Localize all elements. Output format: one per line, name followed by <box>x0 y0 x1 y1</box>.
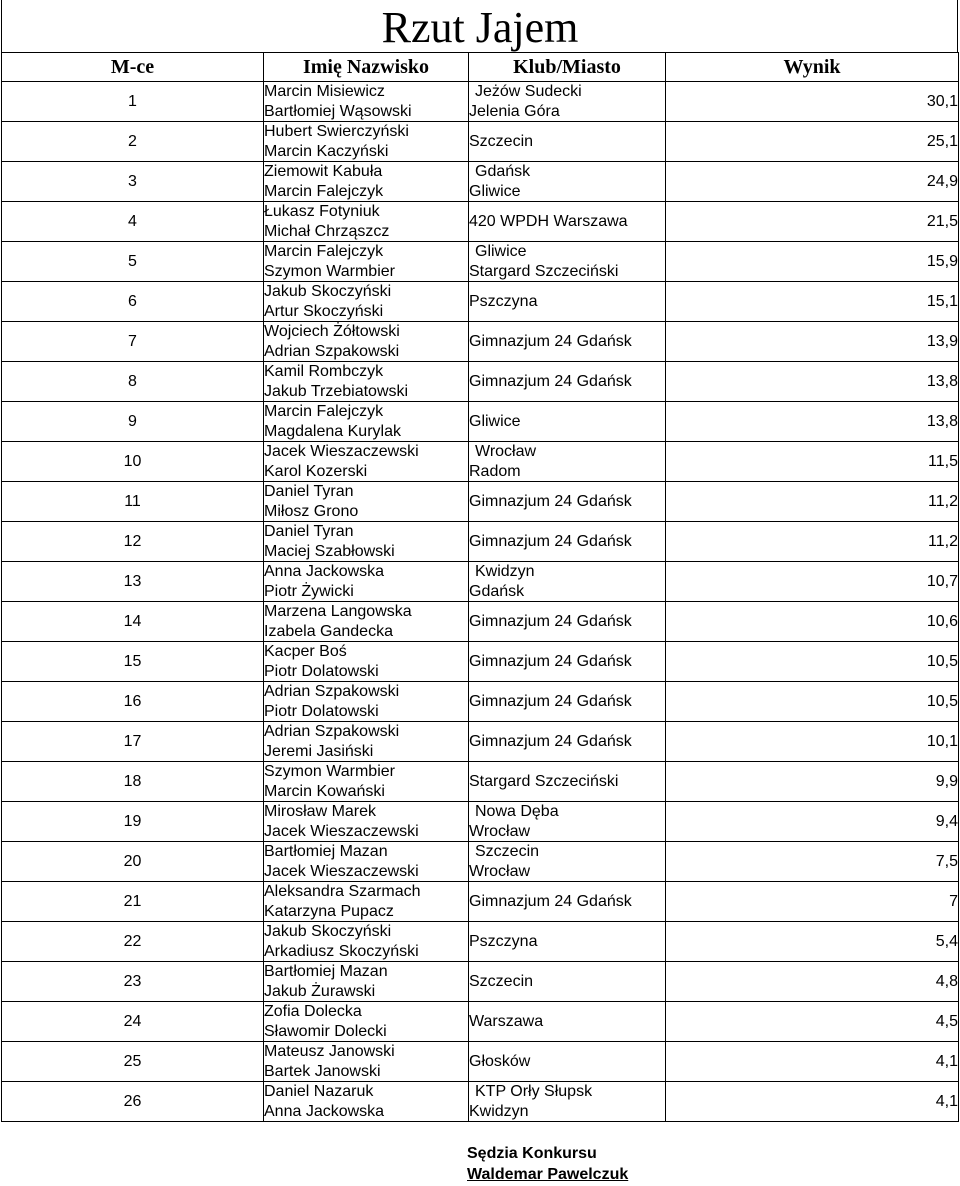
club-name: Gliwice <box>469 182 521 200</box>
club-name: Kwidzyn <box>469 1102 529 1120</box>
club-name: Szczecin <box>475 842 540 860</box>
table-row <box>2 842 959 882</box>
names-cell <box>264 602 469 642</box>
table-row <box>2 82 959 122</box>
club-cell <box>469 682 666 722</box>
result-cell: 30,1 <box>666 82 959 122</box>
result-cell: 15,1 <box>666 282 959 322</box>
results-body <box>2 82 959 1122</box>
place-cell: 13 <box>2 562 264 602</box>
club-cell <box>469 122 666 162</box>
participant-name: Maciej Szabłowski <box>264 542 395 560</box>
names-cell <box>264 762 469 802</box>
club-name: Szczecin <box>469 972 534 990</box>
club-name: Wrocław <box>475 442 537 460</box>
table-row <box>2 882 959 922</box>
place-cell: 24 <box>2 1002 264 1042</box>
names-cell <box>264 802 469 842</box>
result-cell: 21,5 <box>666 202 959 242</box>
results-table <box>1 52 959 1122</box>
club-cell <box>469 842 666 882</box>
names-cell <box>264 562 469 602</box>
club-name: Gimnazjum 24 Gdańsk <box>469 332 632 350</box>
names-cell <box>264 202 469 242</box>
names-cell <box>264 82 469 122</box>
result-cell: 15,9 <box>666 242 959 282</box>
participant-name: Daniel Nazaruk <box>264 1082 374 1100</box>
participant-name: Daniel Tyran <box>264 482 354 500</box>
names-cell <box>264 922 469 962</box>
club-name: Gimnazjum 24 Gdańsk <box>469 892 632 910</box>
place-cell: 8 <box>2 362 264 402</box>
club-name: Gliwice <box>469 412 521 430</box>
participant-name: Karol Kozerski <box>264 462 368 480</box>
participant-name: Jakub Żurawski <box>264 982 376 1000</box>
participant-name: Adrian Szpakowski <box>264 342 400 360</box>
participant-name: Łukasz Fotyniuk <box>264 202 380 220</box>
club-name: 420 WPDH Warszawa <box>469 212 628 230</box>
result-cell: 10,7 <box>666 562 959 602</box>
result-cell: 13,8 <box>666 402 959 442</box>
result-cell: 4,8 <box>666 962 959 1002</box>
place-cell: 1 <box>2 82 264 122</box>
club-cell <box>469 762 666 802</box>
participant-name: Piotr Dolatowski <box>264 662 379 680</box>
header-name: Imię Nazwisko <box>264 53 469 82</box>
participant-name: Adrian Szpakowski <box>264 722 400 740</box>
participant-name: Sławomir Dolecki <box>264 1022 387 1040</box>
participant-name: Jacek Wieszaczewski <box>264 822 419 840</box>
participant-name: Adrian Szpakowski <box>264 682 400 700</box>
result-cell: 9,4 <box>666 802 959 842</box>
place-cell: 4 <box>2 202 264 242</box>
club-cell <box>469 602 666 642</box>
participant-name: Bartłomiej Wąsowski <box>264 102 412 120</box>
place-cell: 22 <box>2 922 264 962</box>
club-cell <box>469 642 666 682</box>
participant-name: Daniel Tyran <box>264 522 354 540</box>
participant-name: Katarzyna Pupacz <box>264 902 394 920</box>
club-cell <box>469 482 666 522</box>
names-cell <box>264 642 469 682</box>
table-row <box>2 802 959 842</box>
club-cell <box>469 1002 666 1042</box>
club-name: Gliwice <box>475 242 527 260</box>
club-cell <box>469 322 666 362</box>
result-cell: 10,1 <box>666 722 959 762</box>
club-name: Pszczyna <box>469 932 538 950</box>
participant-name: Marcin Falejczyk <box>264 242 384 260</box>
participant-name: Michał Chrząszcz <box>264 222 390 240</box>
footer <box>467 1143 628 1185</box>
club-cell <box>469 442 666 482</box>
participant-name: Anna Jackowska <box>264 1102 385 1120</box>
table-row <box>2 1002 959 1042</box>
names-cell <box>264 882 469 922</box>
result-cell: 9,9 <box>666 762 959 802</box>
participant-name: Bartłomiej Mazan <box>264 842 388 860</box>
club-cell <box>469 1082 666 1122</box>
place-cell: 19 <box>2 802 264 842</box>
table-row <box>2 482 959 522</box>
club-name: Stargard Szczeciński <box>469 772 619 790</box>
table-row <box>2 642 959 682</box>
names-cell <box>264 1002 469 1042</box>
place-cell: 3 <box>2 162 264 202</box>
club-name: Gimnazjum 24 Gdańsk <box>469 532 632 550</box>
names-cell <box>264 122 469 162</box>
names-cell <box>264 162 469 202</box>
club-cell <box>469 82 666 122</box>
participant-name: Kacper Boś <box>264 642 347 660</box>
names-cell <box>264 682 469 722</box>
club-cell <box>469 162 666 202</box>
participant-name: Miłosz Grono <box>264 502 359 520</box>
club-cell <box>469 962 666 1002</box>
title-frame-right <box>957 0 958 52</box>
names-cell <box>264 722 469 762</box>
club-cell <box>469 922 666 962</box>
club-cell <box>469 242 666 282</box>
participant-name: Marcin Kowański <box>264 782 385 800</box>
table-row <box>2 962 959 1002</box>
names-cell <box>264 322 469 362</box>
club-name: Gimnazjum 24 Gdańsk <box>469 612 632 630</box>
result-cell: 4,5 <box>666 1002 959 1042</box>
participant-name: Jakub Trzebiatowski <box>264 382 409 400</box>
club-name: Stargard Szczeciński <box>469 262 619 280</box>
participant-name: Jacek Wieszaczewski <box>264 442 419 460</box>
table-row <box>2 522 959 562</box>
table-row <box>2 1082 959 1122</box>
club-name: Głosków <box>469 1052 531 1070</box>
club-name: Wrocław <box>469 862 531 880</box>
participant-name: Hubert Swierczyński <box>264 122 409 140</box>
header-row <box>2 53 959 82</box>
club-cell <box>469 562 666 602</box>
result-cell: 10,6 <box>666 602 959 642</box>
participant-name: Marzena Langowska <box>264 602 412 620</box>
names-cell <box>264 402 469 442</box>
participant-name: Artur Skoczyński <box>264 302 384 320</box>
participant-name: Bartek Janowski <box>264 1062 381 1080</box>
participant-name: Marcin Falejczyk <box>264 402 384 420</box>
participant-name: Marcin Misiewicz <box>264 82 385 100</box>
place-cell: 14 <box>2 602 264 642</box>
names-cell <box>264 242 469 282</box>
header-place: M-ce <box>2 53 264 82</box>
club-name: Warszawa <box>469 1012 544 1030</box>
participant-name: Szymon Warmbier <box>264 262 395 280</box>
place-cell: 17 <box>2 722 264 762</box>
participant-name: Jakub Skoczyński <box>264 282 392 300</box>
club-name: Gdańsk <box>469 582 525 600</box>
place-cell: 15 <box>2 642 264 682</box>
participant-name: Anna Jackowska <box>264 562 385 580</box>
club-name: Gimnazjum 24 Gdańsk <box>469 372 632 390</box>
participant-name: Jakub Skoczyński <box>264 922 392 940</box>
participant-name: Piotr Dolatowski <box>264 702 379 720</box>
result-cell: 10,5 <box>666 642 959 682</box>
result-cell: 7,5 <box>666 842 959 882</box>
page-title: Rzut Jajem <box>381 3 579 52</box>
club-name: Radom <box>469 462 521 480</box>
club-name: Gimnazjum 24 Gdańsk <box>469 732 632 750</box>
club-name: Szczecin <box>469 132 534 150</box>
club-cell <box>469 1042 666 1082</box>
place-cell: 25 <box>2 1042 264 1082</box>
participant-name: Bartłomiej Mazan <box>264 962 388 980</box>
participant-name: Magdalena Kurylak <box>264 422 401 440</box>
participant-name: Wojciech Żółtowski <box>264 322 400 340</box>
table-row <box>2 442 959 482</box>
place-cell: 16 <box>2 682 264 722</box>
participant-name: Marcin Falejczyk <box>264 182 384 200</box>
result-cell: 4,1 <box>666 1042 959 1082</box>
participant-name: Izabela Gandecka <box>264 622 393 640</box>
participant-name: Marcin Kaczyński <box>264 142 389 160</box>
club-cell <box>469 202 666 242</box>
result-cell: 24,9 <box>666 162 959 202</box>
table-row <box>2 162 959 202</box>
names-cell <box>264 962 469 1002</box>
place-cell: 26 <box>2 1082 264 1122</box>
club-name: Nowa Dęba <box>475 802 559 820</box>
participant-name: Mirosław Marek <box>264 802 377 820</box>
table-row <box>2 682 959 722</box>
table-row <box>2 602 959 642</box>
table-row <box>2 1042 959 1082</box>
place-cell: 10 <box>2 442 264 482</box>
place-cell: 9 <box>2 402 264 442</box>
place-cell: 18 <box>2 762 264 802</box>
participant-name: Zofia Dolecka <box>264 1002 362 1020</box>
result-cell: 11,2 <box>666 482 959 522</box>
participant-name: Jeremi Jasiński <box>264 742 374 760</box>
title-frame-left <box>1 0 2 52</box>
table-row <box>2 362 959 402</box>
place-cell: 23 <box>2 962 264 1002</box>
place-cell: 20 <box>2 842 264 882</box>
place-cell: 5 <box>2 242 264 282</box>
names-cell <box>264 482 469 522</box>
result-cell: 7 <box>666 882 959 922</box>
place-cell: 2 <box>2 122 264 162</box>
club-cell <box>469 522 666 562</box>
place-cell: 11 <box>2 482 264 522</box>
table-row <box>2 722 959 762</box>
club-name: Kwidzyn <box>475 562 535 580</box>
club-cell <box>469 722 666 762</box>
names-cell <box>264 842 469 882</box>
club-cell <box>469 362 666 402</box>
participant-name: Arkadiusz Skoczyński <box>264 942 419 960</box>
result-cell: 25,1 <box>666 122 959 162</box>
judge-name: Waldemar Pawelczuk <box>467 1166 629 1183</box>
club-name: Gdańsk <box>475 162 531 180</box>
place-cell: 6 <box>2 282 264 322</box>
table-row <box>2 402 959 442</box>
participant-name: Kamil Rombczyk <box>264 362 384 380</box>
result-cell: 11,5 <box>666 442 959 482</box>
result-cell: 4,1 <box>666 1082 959 1122</box>
club-name: Gimnazjum 24 Gdańsk <box>469 692 632 710</box>
club-name: Pszczyna <box>469 292 538 310</box>
names-cell <box>264 522 469 562</box>
club-name: Gimnazjum 24 Gdańsk <box>469 492 632 510</box>
club-name: Wrocław <box>469 822 531 840</box>
table-row <box>2 122 959 162</box>
participant-name: Mateusz Janowski <box>264 1042 395 1060</box>
judge-label: Sędzia Konkursu <box>467 1145 597 1162</box>
result-cell: 11,2 <box>666 522 959 562</box>
club-cell <box>469 802 666 842</box>
club-name: Jelenia Góra <box>469 102 560 120</box>
names-cell <box>264 1082 469 1122</box>
names-cell <box>264 362 469 402</box>
header-club: Klub/Miasto <box>469 53 666 82</box>
club-name: KTP Orły Słupsk <box>475 1082 593 1100</box>
participant-name: Szymon Warmbier <box>264 762 395 780</box>
names-cell <box>264 442 469 482</box>
table-row <box>2 242 959 282</box>
participant-name: Piotr Żywicki <box>264 582 354 600</box>
place-cell: 21 <box>2 882 264 922</box>
result-cell: 13,9 <box>666 322 959 362</box>
table-row <box>2 282 959 322</box>
table-row <box>2 762 959 802</box>
place-cell: 7 <box>2 322 264 362</box>
header-result: Wynik <box>666 53 959 82</box>
table-row <box>2 202 959 242</box>
club-name: Jeżów Sudecki <box>475 82 582 100</box>
table-row <box>2 562 959 602</box>
names-cell <box>264 282 469 322</box>
club-cell <box>469 882 666 922</box>
club-name: Gimnazjum 24 Gdańsk <box>469 652 632 670</box>
place-cell: 12 <box>2 522 264 562</box>
names-cell <box>264 1042 469 1082</box>
table-row <box>2 922 959 962</box>
club-cell <box>469 282 666 322</box>
participant-name: Aleksandra Szarmach <box>264 882 421 900</box>
club-cell <box>469 402 666 442</box>
result-cell: 13,8 <box>666 362 959 402</box>
table-row <box>2 322 959 362</box>
result-cell: 5,4 <box>666 922 959 962</box>
participant-name: Ziemowit Kabuła <box>264 162 383 180</box>
participant-name: Jacek Wieszaczewski <box>264 862 419 880</box>
result-cell: 10,5 <box>666 682 959 722</box>
